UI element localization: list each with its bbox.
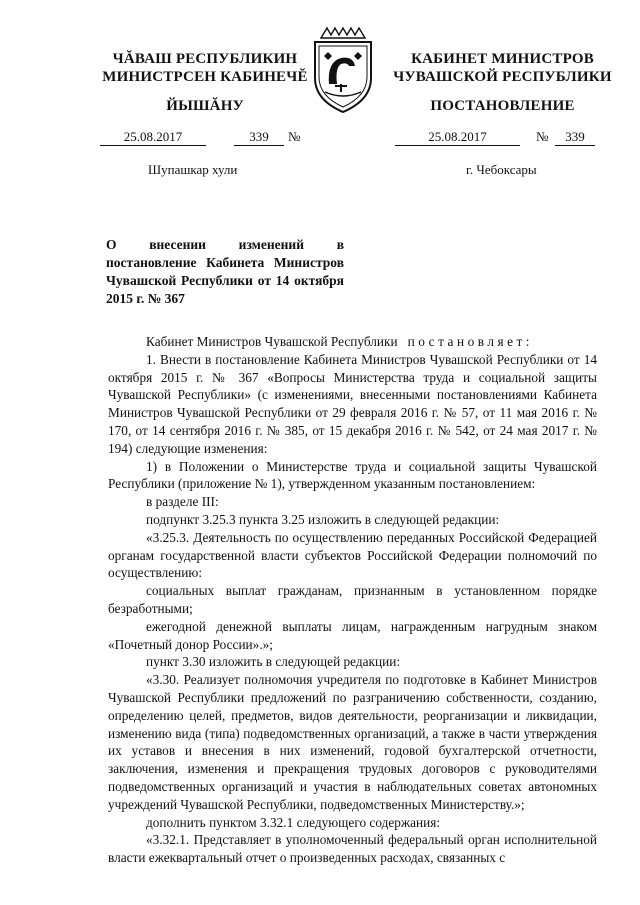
left-number-field: 339 [234, 129, 284, 146]
body-paragraph: 1) в Положении о Министерстве труда и социальной защиты Чувашской Республики (приложение № 1), утвержденном указанным постановлением: [108, 458, 597, 492]
left-number-sign: № [288, 129, 301, 144]
left-header-line1: ЧĂВАШ РЕСПУБЛИКИН [112, 51, 298, 67]
body-paragraph: подпункт 3.25.3 пункта 3.25 изложить в следующей редакции: [146, 511, 500, 527]
left-date-field: 25.08.2017 [100, 129, 206, 146]
body-paragraph: «3.25.3. Деятельность по осуществлению переданных Российской Федерацией органам государственной власти субъектов Российской Федерации полномочий по осуществлению: [108, 529, 597, 581]
body-paragraph: ежегодной денежной выплаты лицам, награжденным нагрудным знаком «Почетный донор России».»; [108, 618, 597, 652]
left-header-title [100, 50, 310, 86]
left-city: Шупашкар хули [148, 162, 238, 177]
intro-keyword: постановляет: [407, 334, 533, 349]
intro-paragraph [108, 333, 597, 351]
right-header-title [385, 50, 620, 86]
body-paragraph: «3.32.1. Представляет в уполномоченный федеральный орган исполнительной власти ежеквартальный отчет о произведенных расходах, связанных с [108, 832, 597, 866]
left-header-line2: МИНИСТРСЕН КАБИНЕЧĔ [102, 69, 308, 85]
body-paragraph: дополнить пунктом 3.32.1 следующего содержания: [146, 814, 441, 830]
body-paragraph: «3.30. Реализует полномочия учредителя по подготовке в Кабинет Министров Чувашской Республики предложений по разграничению собственности, созданию, определению целей, предметов, видов деятельности, реорганизации и ликвидации, изменению вида (типа) подведомственных организаций, а также в части утверждения их уставов и внесения в них изменений, годовой бухгалтерской отчетности, заключения, изменения и прекращения трудовых договоров с руководителями подведомственных организаций и участия в наблюдательных советах автономных учреждений Чувашской Республики, подведомственных Министерству.»; [108, 672, 597, 812]
body-paragraph: пункт 3.30 изложить в следующей редакции: [146, 654, 401, 670]
chuvash-emblem-icon [305, 26, 381, 116]
right-header-line2: ЧУВАШСКОЙ РЕСПУБЛИКИ [393, 69, 612, 85]
body-paragraph: социальных выплат гражданам, признанным в установленном порядке безработными; [108, 583, 597, 616]
right-header-line1: КАБИНЕТ МИНИСТРОВ [411, 51, 594, 67]
body-paragraph: 1. Внести в постановление Кабинета Министров Чувашской Республики от 14 октября 2015 г. № 367 «Вопросы Министерства труда и социальной защиты Чувашской Республики» (с изменениями, внесенными постановлениями Кабинета Министров Чувашской Республики от 29 февраля 2016 г. № 57, от 11 мая 2016 г. № 170, от 14 сентября 2016 г. № 385, от 15 декабря 2016 г. № 542, от 24 мая 2017 г. № 194) следующие изменения: [108, 351, 597, 456]
left-doctype: ЙЫШĂНУ [166, 98, 244, 114]
document-body [108, 333, 597, 867]
right-doctype: ПОСТАНОВЛЕНИЕ [430, 98, 575, 114]
right-date-field: 25.08.2017 [395, 129, 520, 146]
intro-prefix: Кабинет Министров Чувашской Республики [146, 334, 398, 349]
body-paragraph: в разделе III: [146, 494, 219, 510]
right-number-field: 339 [555, 129, 595, 146]
right-number-sign: № [536, 129, 549, 144]
document-title: О внесении изменений в постановление Кабинета Министров Чувашской Республики от 14 октября 2015 г. № 367 [106, 237, 344, 306]
right-city: г. Чебоксары [466, 162, 537, 177]
